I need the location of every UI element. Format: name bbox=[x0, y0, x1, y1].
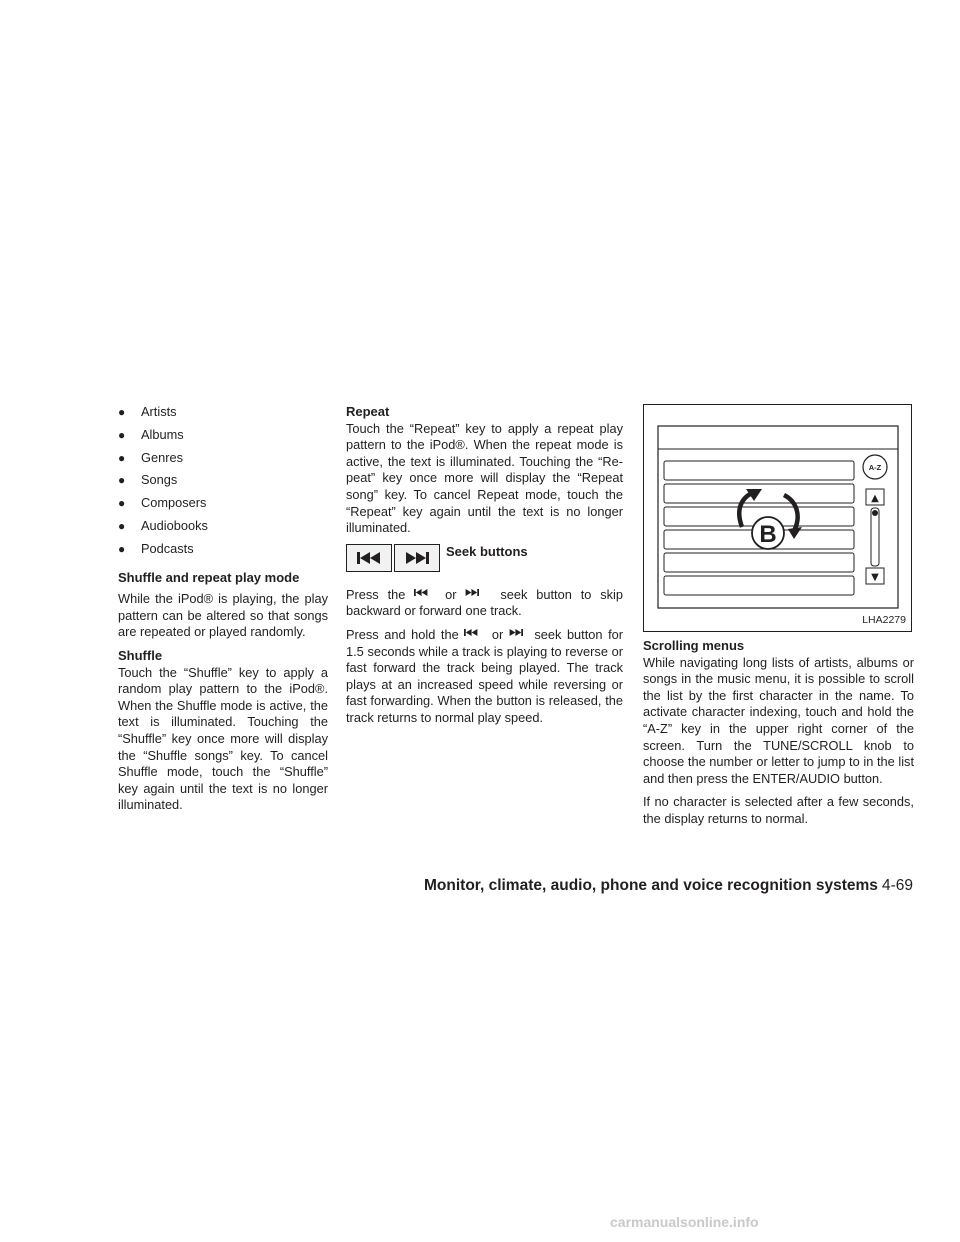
scrolling-menus-heading: Scrolling menus bbox=[643, 638, 745, 653]
seek-forward-icon bbox=[465, 588, 479, 597]
list-row bbox=[664, 576, 854, 595]
category-list bbox=[118, 404, 328, 564]
bullet-icon: ● bbox=[118, 473, 126, 488]
scrolling-menus-paragraph: While navigating long lists of artists, albums or songs in the music menu, it is possible to scroll the list by the first character in the name. To activate character indexing, touch and hold the “A-Z” key in the upper right corner of the screen. Turn the TUNE/SCROLL knob to choose the number or letter to jump to in the list and then press the ENTER/AUDIO button. bbox=[643, 654, 914, 786]
bullet-icon: ● bbox=[118, 405, 126, 419]
display-normal-paragraph: If no character is selected after a few seconds, the display returns to normal. bbox=[643, 794, 914, 826]
screen-illustration bbox=[644, 405, 911, 631]
page-footer bbox=[424, 877, 914, 895]
bullet-icon: ● bbox=[118, 496, 126, 511]
list-row bbox=[664, 461, 854, 480]
shuffle-paragraph: Touch the “Shuffle” key to apply a random play pattern to the iPod®. When the Shuffle mode is active, the text is illuminated. Touching the “Shuffle” key once more will display the “Shuffle songs” key. To cancel Shuffle mode, touch the “Shuffle” key again until the text is no longer illuminated. bbox=[118, 664, 328, 813]
scrollbar-thumb bbox=[872, 510, 878, 516]
bullet-icon: ● bbox=[118, 518, 126, 533]
seek-back-icon bbox=[414, 588, 428, 597]
rotate-left-arrow bbox=[739, 493, 752, 527]
scrolling-menu-figure bbox=[643, 404, 912, 632]
shuffle-repeat-paragraph: While the iPod® is playing, the play pattern can be altered so that songs are repeated or played randomly. bbox=[118, 591, 328, 640]
bullet-icon: ● bbox=[118, 450, 126, 465]
svg-text:B: B bbox=[759, 521, 777, 548]
seek-forward-icon bbox=[509, 628, 523, 637]
seek-buttons-illustration bbox=[346, 544, 623, 573]
seek-buttons-title: Seek buttons bbox=[446, 543, 528, 559]
column-left bbox=[118, 404, 328, 821]
repeat-paragraph: Touch the “Repeat” key to apply a repeat play pattern to the iPod®. When the repeat mode is active, the text is illuminated. Touching the “Re-peat” key once more will display the “Repeat song” key. To cancel Repeat mode, touch the “Repeat” key again until the text is no longer illuminated. bbox=[346, 420, 623, 536]
svg-text:▲: ▲ bbox=[871, 493, 879, 504]
shuffle-heading: Shuffle bbox=[118, 647, 163, 663]
seek-press-paragraph: Press the or seek button to skip backward or forward one track. bbox=[346, 586, 624, 619]
bullet-icon: ● bbox=[118, 427, 126, 442]
list-item: ● Podcasts bbox=[118, 540, 194, 556]
seek-forward-icon bbox=[405, 552, 429, 564]
watermark: carmanualsonline.info bbox=[610, 1214, 759, 1230]
scrollbar-track bbox=[871, 508, 879, 566]
list-item: ● Genres bbox=[118, 449, 183, 465]
section-title: Monitor, climate, audio, phone and voice recognition systems bbox=[424, 877, 878, 894]
figure-code: LHA2279 bbox=[862, 614, 906, 627]
repeat-heading: Repeat bbox=[346, 404, 390, 419]
bullet-icon: ● bbox=[118, 541, 126, 556]
list-item: ● Songs bbox=[118, 472, 178, 488]
svg-text:A-Z: A-Z bbox=[868, 463, 882, 472]
list-item: ● Albums bbox=[118, 426, 184, 442]
list-row bbox=[664, 553, 854, 572]
list-item: ● Artists bbox=[118, 404, 177, 419]
seek-hold-paragraph: Press and hold the or seek button for 1.5 seconds while a track is playing to reverse or fast forward the track being played. The track plays at an increased speed while reversing or fast forwarding. When the button is released, the track returns to normal play speed. bbox=[346, 626, 624, 725]
list-item: ● Audiobooks bbox=[118, 517, 208, 533]
seek-back-button bbox=[346, 544, 392, 572]
list-item: ● Composers bbox=[118, 495, 207, 511]
shuffle-repeat-heading: Shuffle and repeat play mode bbox=[118, 569, 300, 585]
seek-forward-button bbox=[394, 544, 440, 572]
svg-text:▼: ▼ bbox=[871, 572, 879, 583]
page-number: 4-69 bbox=[882, 877, 914, 894]
seek-back-icon bbox=[357, 552, 381, 564]
screen-frame bbox=[658, 426, 898, 608]
column-middle bbox=[346, 404, 623, 734]
seek-back-icon bbox=[464, 628, 478, 637]
column-right bbox=[643, 404, 914, 835]
